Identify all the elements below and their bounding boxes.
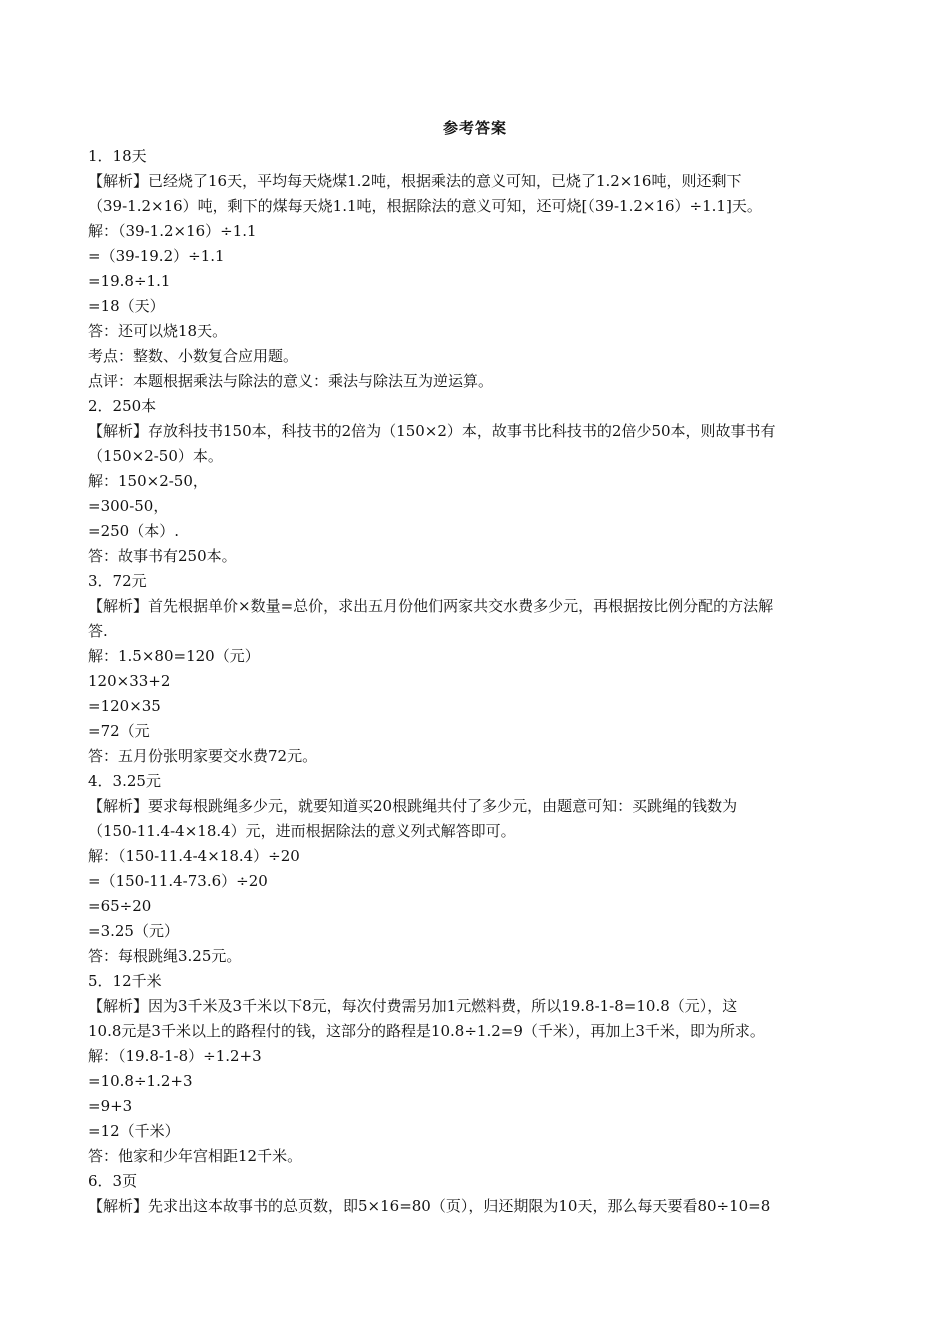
text-line: 【解析】先求出这本故事书的总页数，即5×16=80（页），归还期限为10天，那么每天要看80÷10=8 — [88, 1197, 771, 1215]
text-line: 2．250本 — [88, 397, 157, 415]
text-line: =3.25（元） — [88, 922, 179, 940]
text-line: 【解析】要求每根跳绳多少元，就要知道买20根跳绳共付了多少元，由题意可知：买跳绳的钱数为 — [88, 797, 738, 815]
text-line: =19.8÷1.1 — [88, 272, 171, 290]
text-line: 解：（19.8-1-8）÷1.2+3 — [88, 1047, 262, 1065]
answer-body — [88, 144, 868, 1219]
text-line: 【解析】首先根据单价×数量=总价，求出五月份他们两家共交水费多少元，再根据按比例分配的方法解 — [88, 597, 774, 615]
text-line: 5．12千米 — [88, 972, 162, 990]
text-line: 【解析】已经烧了16天，平均每天烧煤1.2吨，根据乘法的意义可知，已烧了1.2×16吨，则还剩下 — [88, 172, 742, 190]
text-line: （39-1.2×16）吨，剩下的煤每天烧1.1吨，根据除法的意义可知，还可烧[（39-1.2×16）÷1.1]天。 — [88, 197, 762, 215]
text-line: 答：五月份张明家要交水费72元。 — [88, 747, 318, 765]
text-line: （150-11.4-4×18.4）元，进而根据除法的意义列式解答即可。 — [88, 822, 516, 840]
text-line: （150×2-50）本。 — [88, 447, 223, 465]
text-line: 答：每根跳绳3.25元。 — [88, 947, 242, 965]
text-line: 答. — [88, 622, 108, 640]
text-line: 6．3页 — [88, 1172, 138, 1190]
text-line: =65÷20 — [88, 897, 152, 915]
text-line: 答：还可以烧18天。 — [88, 322, 228, 340]
text-line: 10.8元是3千米以上的路程付的钱，这部分的路程是10.8÷1.2=9（千米），再加上3千米，即为所求。 — [88, 1022, 765, 1040]
text-line: =10.8÷1.2+3 — [88, 1072, 193, 1090]
text-line: 1．18天 — [88, 147, 147, 165]
text-line: 答：故事书有250本。 — [88, 547, 237, 565]
text-line: =120×35 — [88, 697, 161, 715]
text-line: 解：（39-1.2×16）÷1.1 — [88, 222, 257, 240]
text-line: 考点：整数、小数复合应用题。 — [88, 347, 299, 365]
text-line: 解：150×2-50， — [88, 472, 208, 490]
text-line: 解：1.5×80=120（元） — [88, 647, 260, 665]
text-line: =300-50， — [88, 497, 169, 515]
text-line: 解：（150-11.4-4×18.4）÷20 — [88, 847, 300, 865]
text-line: 120×33+2 — [88, 672, 171, 690]
page-title: 参考答案 — [442, 119, 507, 137]
text-line: 4．3.25元 — [88, 772, 161, 790]
text-line: 3．72元 — [88, 572, 147, 590]
text-line: 【解析】存放科技书150本，科技书的2倍为（150×2）本，故事书比科技书的2倍少50本，则故事书有 — [88, 422, 776, 440]
text-line: =72（元 — [88, 722, 150, 740]
text-line: =（39-19.2）÷1.1 — [88, 247, 225, 265]
text-line: =18（天） — [88, 297, 165, 315]
text-line: =250（本）. — [88, 522, 179, 540]
text-line: 点评：本题根据乘法与除法的意义：乘法与除法互为逆运算。 — [88, 372, 494, 390]
text-line: =9+3 — [88, 1097, 133, 1115]
text-line: 答：他家和少年宫相距12千米。 — [88, 1147, 303, 1165]
text-line: =12（千米） — [88, 1122, 180, 1140]
text-line: =（150-11.4-73.6）÷20 — [88, 872, 268, 890]
text-line: 【解析】因为3千米及3千米以下8元，每次付费需另加1元燃料费，所以19.8-1-8=10.8（元），这 — [88, 997, 738, 1015]
